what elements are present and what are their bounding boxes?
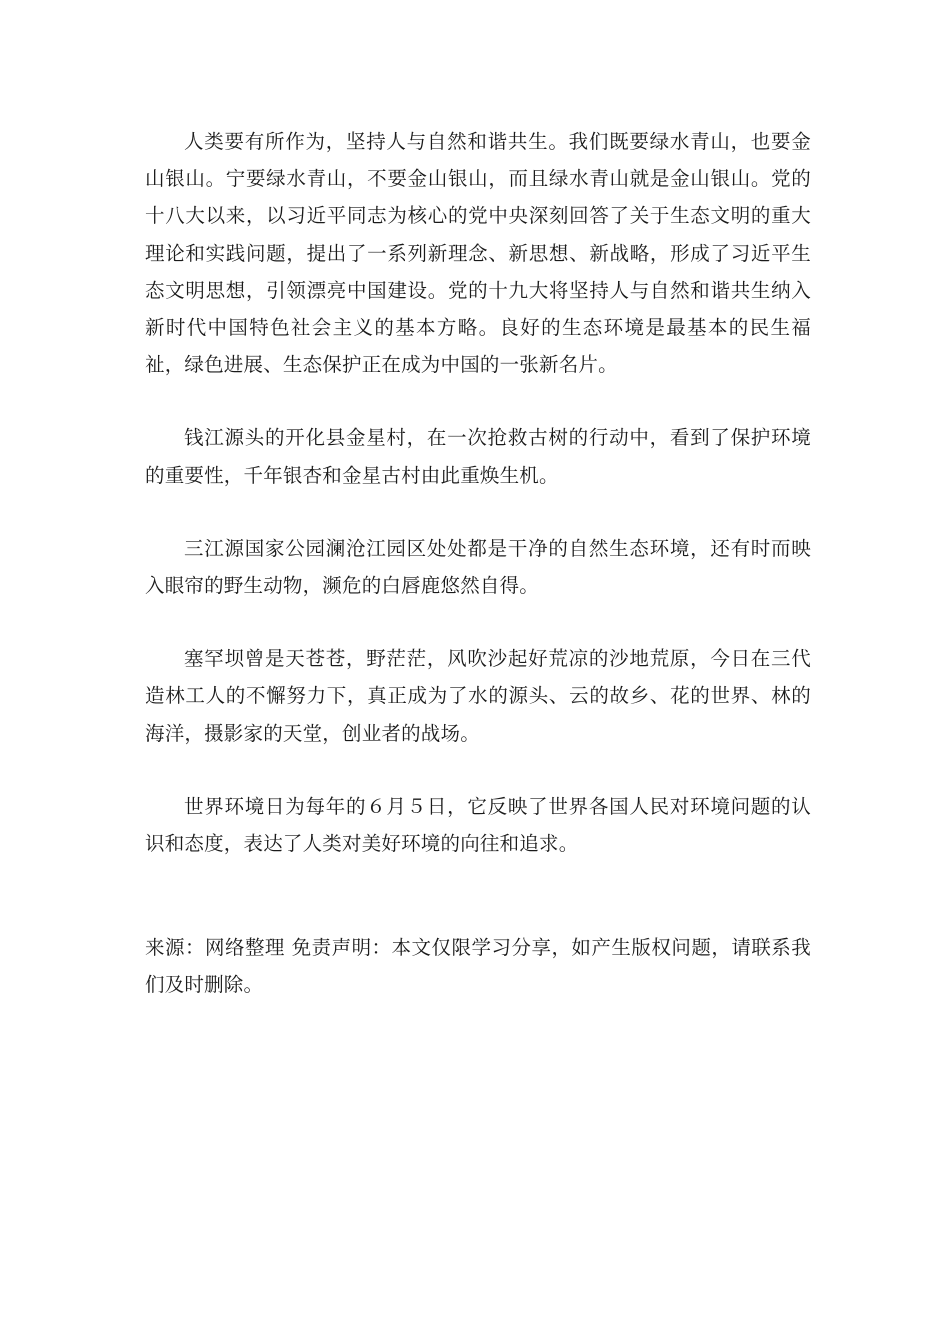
paragraph-sanjiangyuan: 三江源国家公园澜沧江园区处处都是干净的自然生态环境，还有时而映入眼帘的野生动物，濒危的白唇鹿悠然自得。 (145, 536, 811, 598)
document-body (145, 123, 811, 1023)
paragraph-jinxing-village: 钱江源头的开化县金星村，在一次抢救古树的行动中，看到了保护环境的重要性，千年银杏和金星古村由此重焕生机。 (145, 426, 811, 487)
paragraph-harmony: 人类要有所作为，坚持人与自然和谐共生。我们既要绿水青山，也要金山银山。宁要绿水青山，不要金山银山，而且绿水青山就是金山银山。党的十八大以来，以习近平同志为核心的党中央深刻回答了关于生态文明的重大理论和实践问题，提出了一系列新理念、新思想、新战略，形成了习近平生态文明思想，引领漂亮中国建设。党的十九大将坚持人与自然和谐共生纳入新时代中国特色社会主义的基本方略。良好的生态环境是最基本的民生福祉，绿色进展、生态保护正在成为中国的一张新名片。 (145, 130, 811, 377)
paragraph-saihanba: 塞罕坝曾是天苍苍，野茫茫，风吹沙起好荒凉的沙地荒原，今日在三代造林工人的不懈努力下，真正成为了水的源头、云的故乡、花的世界、林的海洋，摄影家的天堂，创业者的战场。 (145, 647, 811, 745)
paragraph-environment-day: 世界环境日为每年的６月５日，它反映了世界各国人民对环境问题的认识和态度，表达了人类对美好环境的向往和追求。 (145, 794, 811, 856)
source-disclaimer: 来源：网络整理 免责声明：本文仅限学习分享，如产生版权问题，请联系我们及时删除。 (145, 936, 811, 997)
